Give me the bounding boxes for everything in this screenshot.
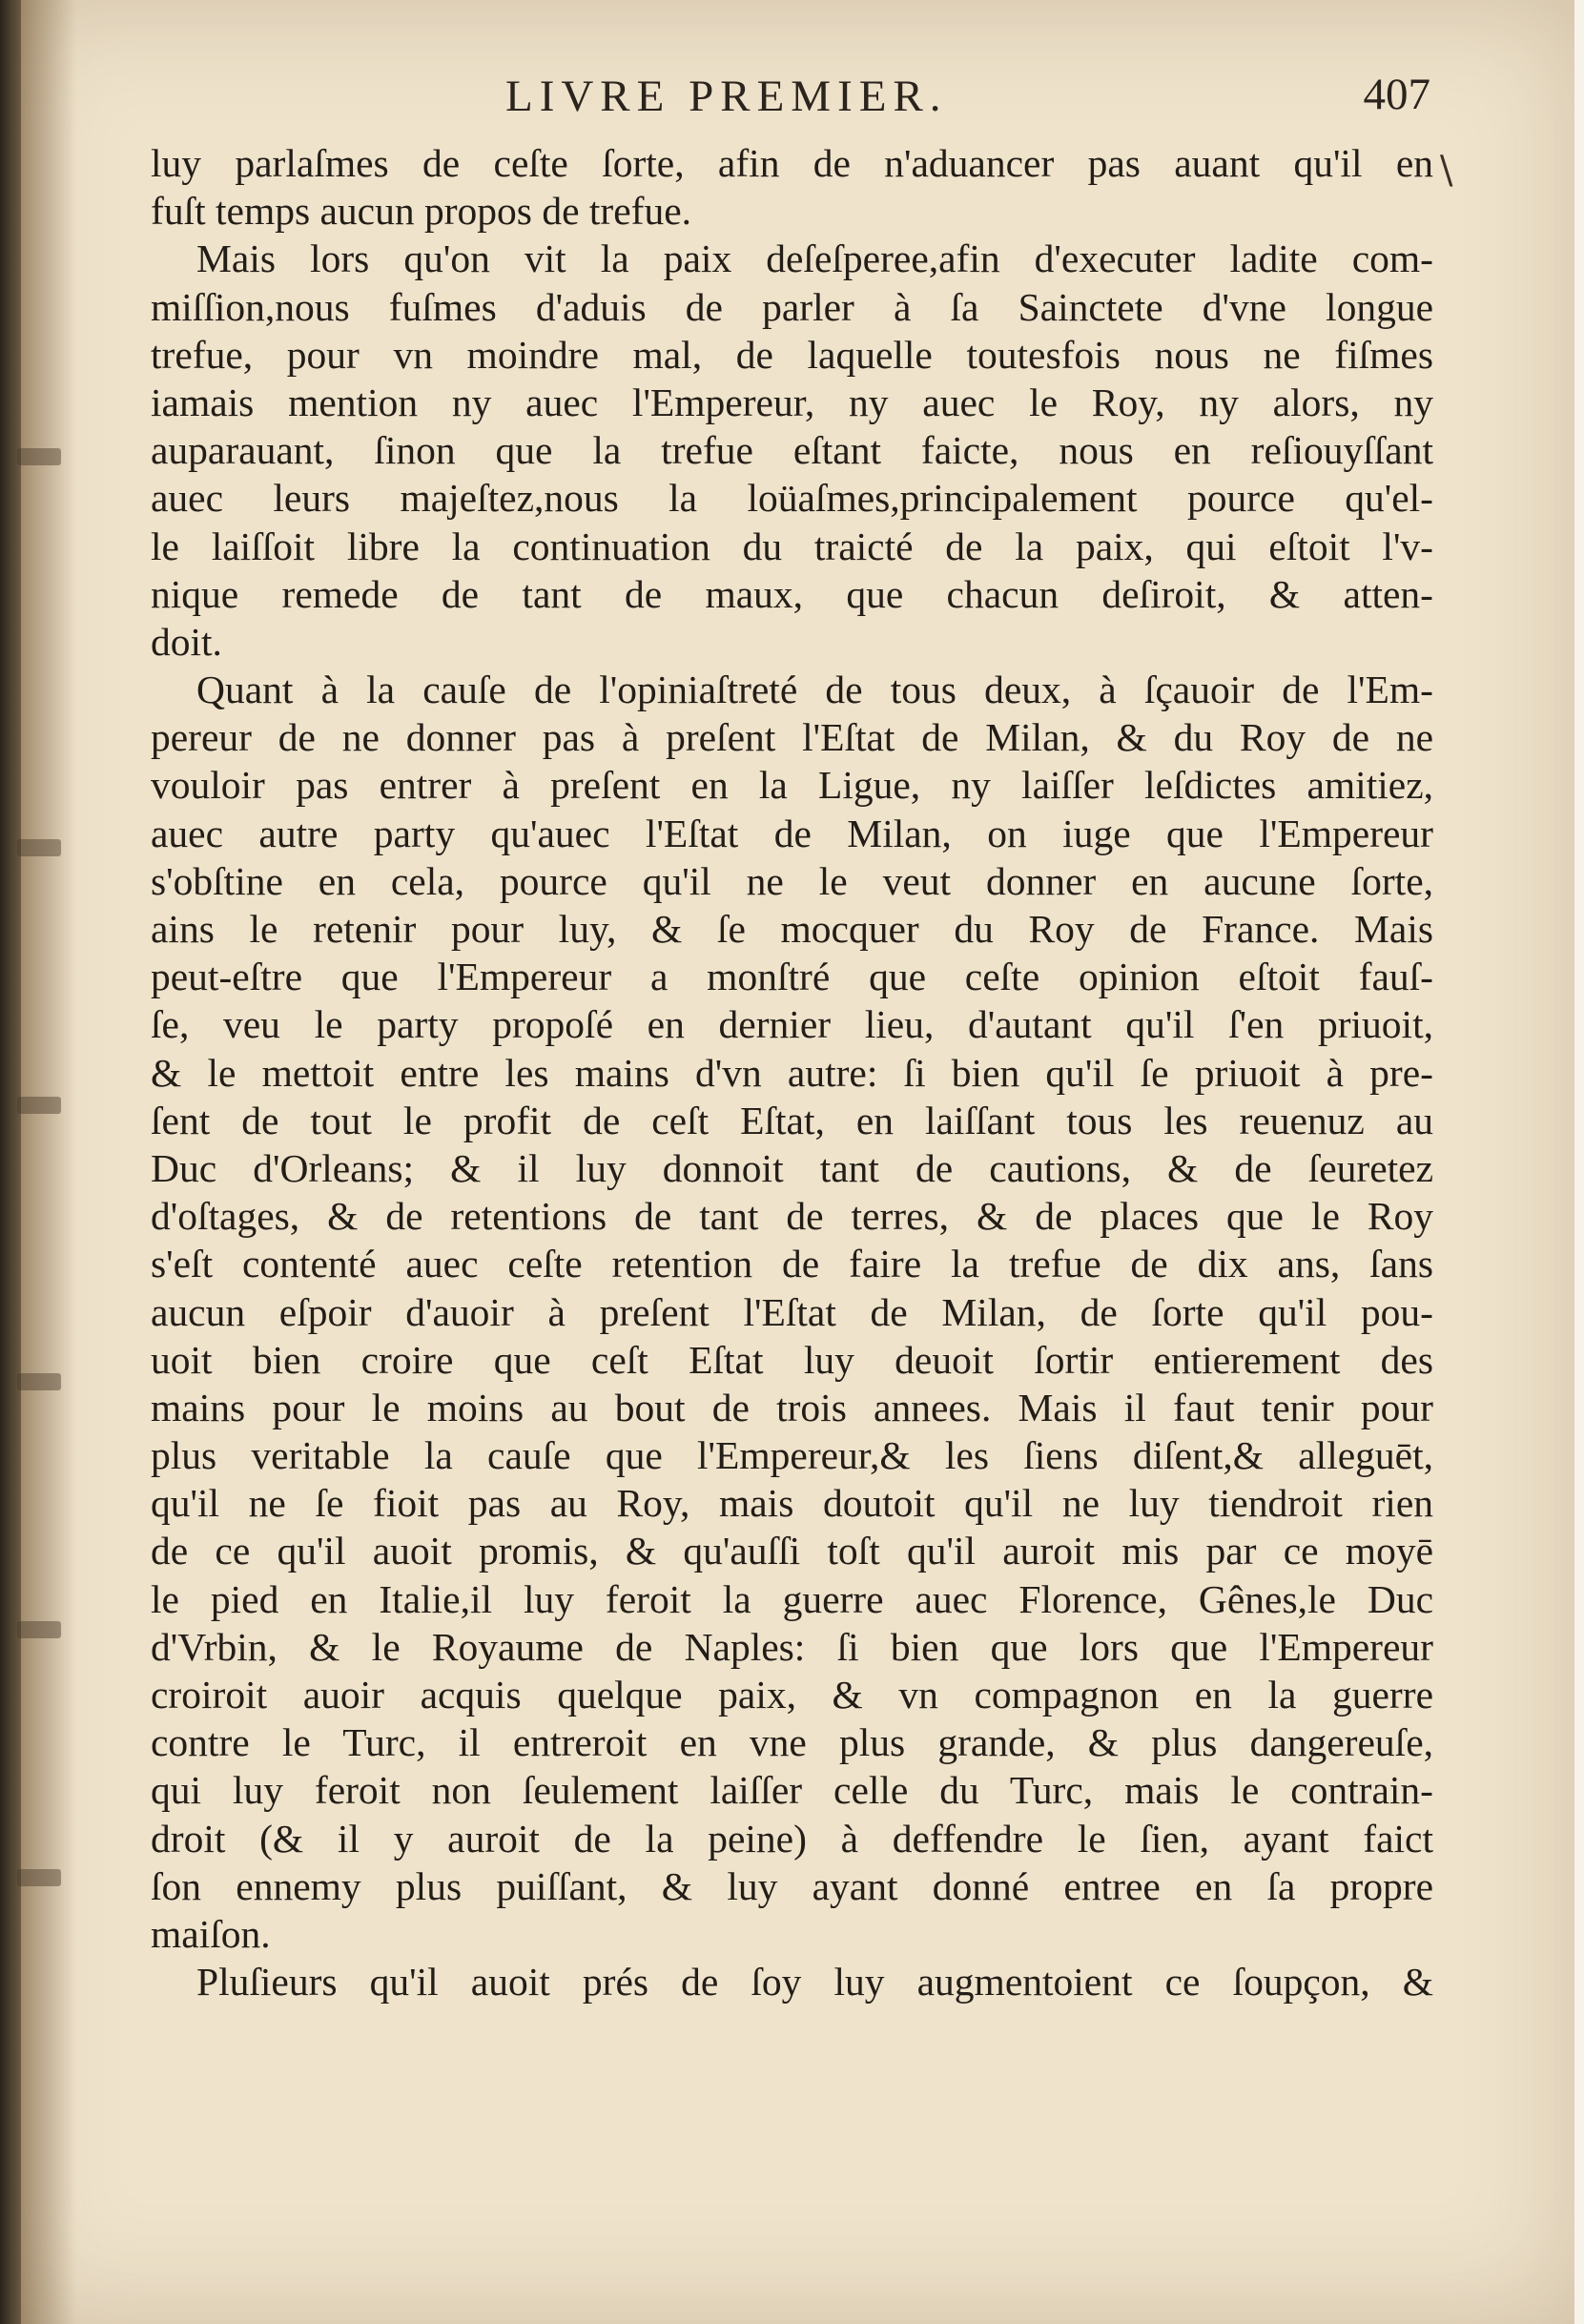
scan-border <box>1574 0 1584 2324</box>
text-line: trefue, pour vn moindre mal, de laquelle toutesfois nous ne fiſmes <box>151 332 1433 377</box>
page-header <box>148 59 1430 126</box>
text-line: uoit bien croire que ceſt Eſtat luy deuoit ſortir entierement des <box>151 1337 1433 1382</box>
text-line: qui luy feroit non ſeulement laiſſer celle du Turc, mais le contrain- <box>151 1768 1433 1813</box>
text-line: Duc d'Orleans; & il luy donnoit tant de cautions, & de ſeuretez <box>151 1145 1433 1190</box>
text-line: le laiſſoit libre la continuation du traicté de la paix, qui eſtoit l'v- <box>151 524 1433 568</box>
text-line: Quant à la cauſe de l'opiniaſtreté de tous deux, à ſçauoir de l'Em- <box>196 668 1433 712</box>
show-through-mark <box>17 1097 61 1114</box>
text-line: maiſon. <box>151 1911 271 1956</box>
text-line: croiroit auoir acquis quelque paix, & vn compagnon en la guerre <box>151 1673 1433 1717</box>
text-line: droit (& il y auroit de la peine) à deffendre le ſien, ayant faict <box>151 1816 1433 1861</box>
page-number: 407 <box>1363 70 1430 119</box>
text-line: contre le Turc, il entreroit en vne plus grande, & plus dangereuſe, <box>151 1720 1433 1765</box>
text-line: s'obſtine en cela, pource qu'il ne le veut donner en aucune ſorte, <box>151 858 1433 903</box>
book-binding-gutter <box>0 0 21 2324</box>
text-line: aucun eſpoir d'auoir à preſent l'Eſtat de Milan, de ſorte qu'il pou- <box>151 1289 1433 1334</box>
text-line: iamais mention ny auec l'Empereur, ny auec le Roy, ny alors, ny <box>151 380 1433 424</box>
text-line: luy parlaſmes de ceſte ſorte, afin de n'aduancer pas auant qu'il en <box>151 141 1433 185</box>
text-line: auparauant, ſinon que la trefue eſtant faicte, nous en reſiouyſſant <box>151 428 1433 473</box>
text-line: Pluſieurs qu'il auoit prés de ſoy luy augmentoient ce ſoupçon, & <box>196 1960 1433 2005</box>
text-line: & le mettoit entre les mains d'vn autre: ſi bien qu'il ſe priuoit à pre- <box>151 1050 1433 1095</box>
show-through-mark <box>17 1621 61 1638</box>
text-line: Mais lors qu'on vit la paix deſeſperee,afin d'executer ladite com- <box>196 237 1433 281</box>
text-line: qu'il ne ſe fioit pas au Roy, mais doutoit qu'il ne luy tiendroit rien <box>151 1481 1433 1526</box>
text-line: plus veritable la cauſe que l'Empereur,& les ſiens diſent,& alleguēt, <box>151 1433 1433 1478</box>
text-line: fuſt temps aucun propos de trefue. <box>151 189 691 234</box>
show-through-mark <box>17 1373 61 1390</box>
text-line: miſſion,nous fuſmes d'aduis de parler à ſa Sainctete d'vne longue <box>151 284 1433 329</box>
text-line: le pied en Italie,il luy feroit la guerre auec Florence, Gênes,le Duc <box>151 1576 1433 1621</box>
text-line: doit. <box>151 619 222 664</box>
text-line: de ce qu'il auoit promis, & qu'auſſi toſt qu'il auroit mis par ce moyē <box>151 1529 1433 1573</box>
text-line: ſe, veu le party propoſé en dernier lieu, d'autant qu'il ſ'en priuoit, <box>151 1002 1433 1047</box>
text-line: vouloir pas entrer à preſent en la Ligue, ny laiſſer leſdictes amitiez, <box>151 763 1433 808</box>
text-line: nique remede de tant de maux, que chacun deſiroit, & atten- <box>151 571 1433 616</box>
show-through-mark <box>17 839 61 856</box>
text-line: mains pour le moins au bout de trois annees. Mais il faut tenir pour <box>151 1385 1433 1429</box>
text-line: d'Vrbin, & le Royaume de Naples: ſi bien que lors que l'Empereur <box>151 1624 1433 1669</box>
text-line: auec leurs majeſtez,nous la loüaſmes,principalement pource qu'el- <box>151 476 1433 521</box>
text-line: auec autre party qu'auec l'Eſtat de Milan, on iuge que l'Empereur <box>151 811 1433 855</box>
text-line: s'eſt contenté auec ceſte retention de faire la trefue de dix ans, ſans <box>151 1242 1433 1286</box>
text-line: peut-eſtre que l'Empereur a monſtré que ceſte opinion eſtoit fauſ- <box>151 955 1433 999</box>
text-line: ains le retenir pour luy, & ſe mocquer du Roy de France. Mais <box>151 907 1433 951</box>
text-line: pereur de ne donner pas à preſent l'Eſtat de Milan, & du Roy de ne <box>151 715 1433 760</box>
gutter-shadow <box>21 0 76 2324</box>
running-title: LIVRE PREMIER. <box>505 72 948 121</box>
body-text <box>151 139 1433 2005</box>
text-line: ſon ennemy plus puiſſant, & luy ayant donné entree en ſa propre <box>151 1863 1433 1908</box>
text-line: ſent de tout le profit de ceſt Eſtat, en laiſſant tous les reuenuz au <box>151 1098 1433 1142</box>
show-through-mark <box>17 1869 61 1886</box>
show-through-mark <box>17 448 61 465</box>
text-line: d'oſtages, & de retentions de tant de terres, & de places que le Roy <box>151 1194 1433 1239</box>
margin-mark: \ <box>1440 149 1453 193</box>
